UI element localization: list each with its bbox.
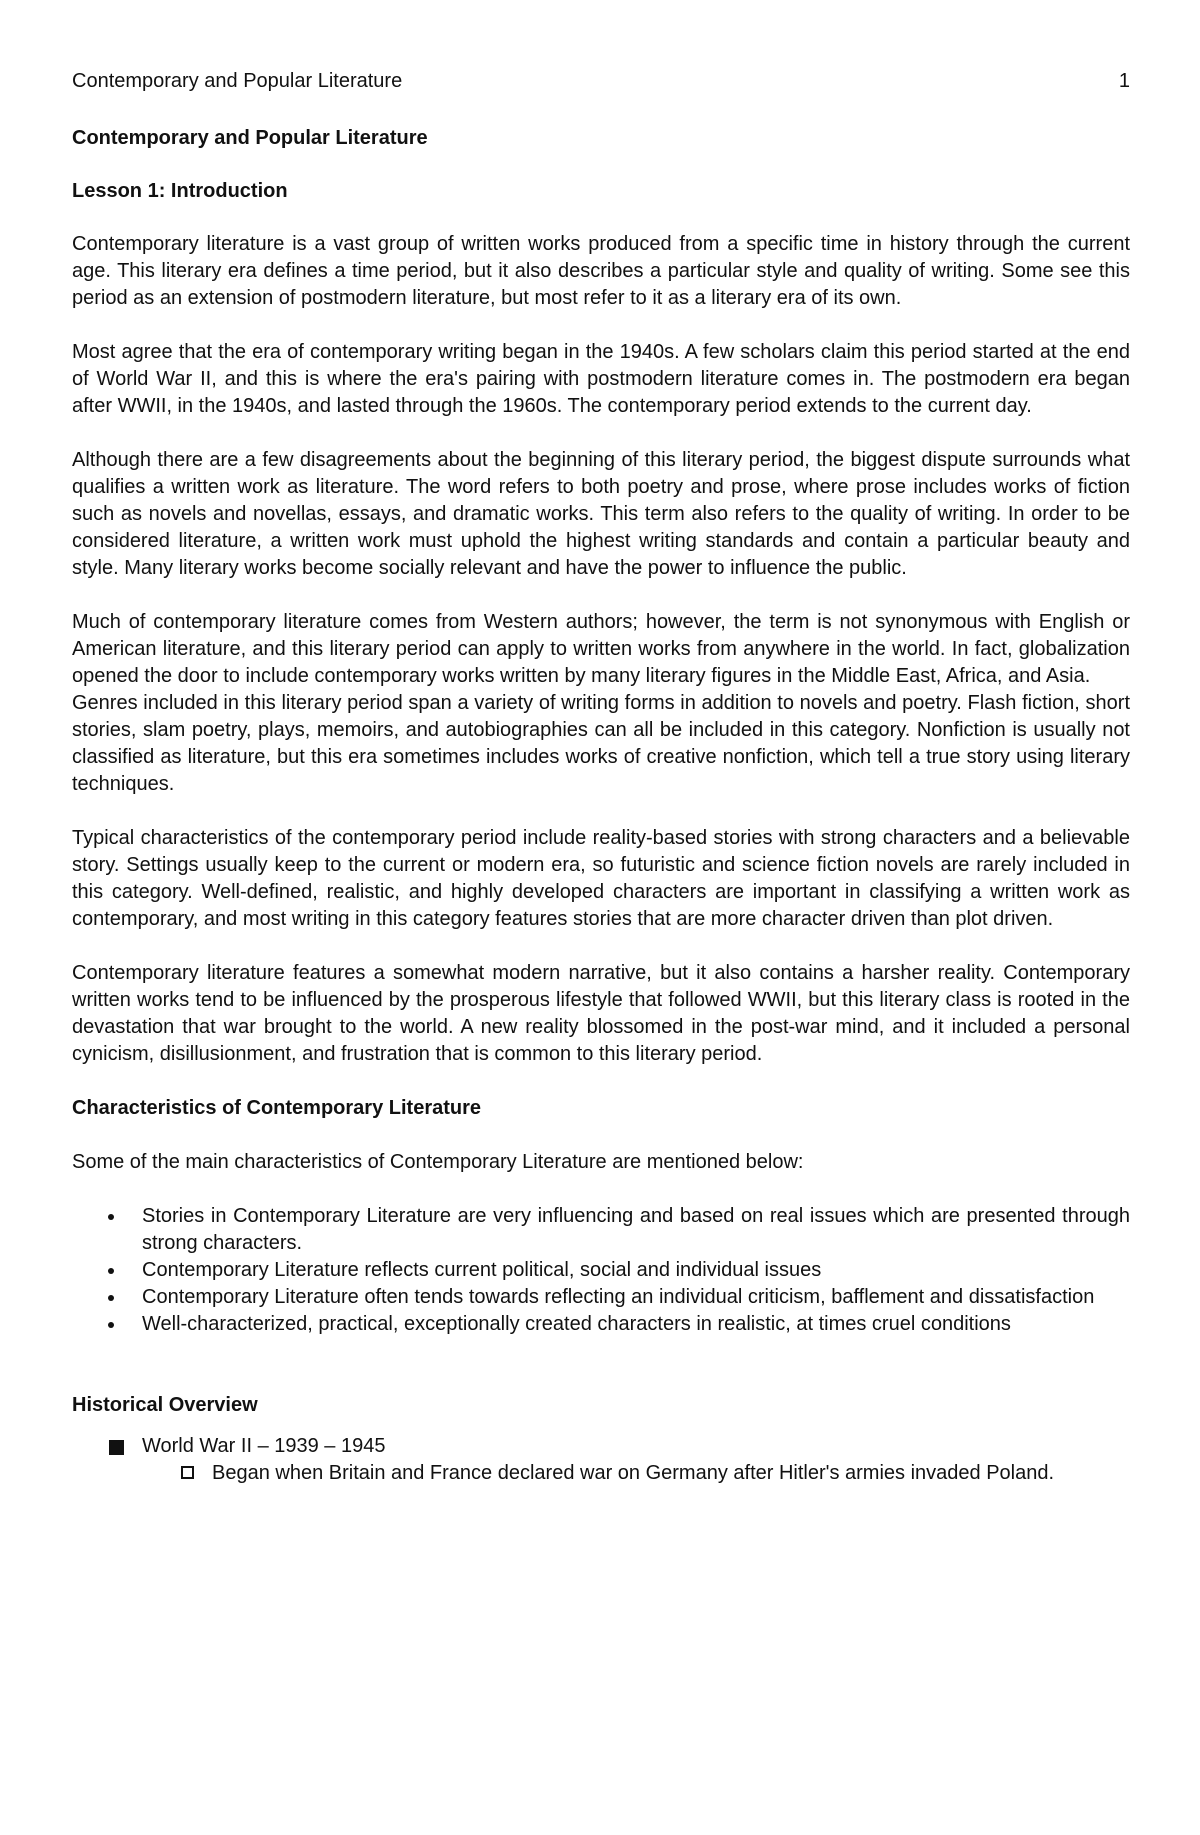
sub-list bbox=[142, 1460, 1130, 1487]
characteristics-intro: Some of the main characteristics of Contemporary Literature are mentioned below: bbox=[72, 1151, 804, 1173]
bullet-icon bbox=[108, 1214, 114, 1220]
list-item bbox=[142, 1257, 1130, 1284]
historical-overview-heading: Historical Overview bbox=[72, 1394, 258, 1416]
bullet-icon bbox=[108, 1268, 114, 1274]
list-item bbox=[142, 1284, 1130, 1311]
paragraph-intro: Contemporary literature is a vast group of written works produced from a specific time in history through the current age. This literary era defines a time period, but it also describes a particular style and quality of writing. Some see this period as an extension of postmodern literature, but most refer to it as a literary era of its own. bbox=[72, 233, 1130, 309]
sub-list-item bbox=[212, 1460, 1130, 1487]
historical-overview-list bbox=[72, 1433, 1130, 1487]
paragraph-genres: Genres included in this literary period span a variety of writing forms in addition to novels and poetry. Flash fiction, short stories, slam poetry, plays, memoirs, and autobiographies can all be included in this category. Nonfiction is usually not classified as literature, but this era sometimes includes works of creative nonfiction, which tell a true story using literary techniques. bbox=[72, 692, 1130, 795]
characteristics-heading: Characteristics of Contemporary Literature bbox=[72, 1097, 482, 1119]
list-item-text: World War II – 1939 – 1945 bbox=[142, 1435, 386, 1457]
document-body bbox=[72, 125, 1130, 1487]
page-number: 1 bbox=[1118, 70, 1130, 92]
checkbox-bullet-icon bbox=[181, 1466, 194, 1479]
square-bullet-icon bbox=[109, 1440, 124, 1455]
paragraph-harsher-reality: Contemporary literature features a somewhat modern narrative, but it also contains a harsher reality. Contemporary written works tend to be influenced by the prosperous lifestyle that followed WWII, but this literary class is rooted in the devastation that war brought to the world. A new reality blossomed in the post-war mind, and it included a personal cynicism, disillusionment, and frustration that is common to this literary period. bbox=[72, 962, 1130, 1065]
document-title: Contemporary and Popular Literature bbox=[72, 127, 428, 149]
sub-list-item-text: Began when Britain and France declared war on Germany after Hitler's armies invaded Poland. bbox=[212, 1462, 1055, 1484]
bullet-icon bbox=[108, 1295, 114, 1301]
lesson-title: Lesson 1: Introduction bbox=[72, 180, 288, 202]
list-item bbox=[142, 1311, 1130, 1338]
paragraph-typical-characteristics: Typical characteristics of the contemporary period include reality-based stories with strong characters and a believable story. Settings usually keep to the current or modern era, so futuristic and science fiction novels are rarely included in this category. Well-defined, realistic, and highly developed characters are important in classifying a written work as contemporary, and most writing in this category features stories that are more character driven than plot driven. bbox=[72, 827, 1130, 930]
paragraph-literature-dispute: Although there are a few disagreements about the beginning of this literary period, the biggest dispute surrounds what qualifies a written work as literature. The word refers to both poetry and prose, where prose includes works of fiction such as novels and novellas, essays, and dramatic works. This term also refers to the quality of writing. In order to be considered literature, a written work must uphold the highest writing standards and contain a particular beauty and style. Many literary works become socially relevant and have the power to influence the public. bbox=[72, 449, 1130, 579]
list-item-text: Well-characterized, practical, exceptionally created characters in realistic, at times cruel conditions bbox=[142, 1313, 1011, 1335]
paragraph-western-authors: Much of contemporary literature comes from Western authors; however, the term is not synonymous with English or American literature, and this literary period can apply to written works from anywhere in the world. In fact, globalization opened the door to include contemporary works written by many literary figures in the Middle East, Africa, and Asia. bbox=[72, 611, 1130, 687]
bullet-icon bbox=[108, 1322, 114, 1328]
running-title: Contemporary and Popular Literature bbox=[72, 70, 403, 92]
list-item bbox=[142, 1203, 1130, 1257]
list-item-text: Stories in Contemporary Literature are very influencing and based on real issues which are presented through strong characters. bbox=[142, 1205, 1130, 1254]
list-item-text: Contemporary Literature reflects current political, social and individual issues bbox=[142, 1259, 822, 1281]
paragraph-era-start: Most agree that the era of contemporary writing began in the 1940s. A few scholars claim this period started at the end of World War II, and this is where the era's pairing with postmodern literature comes in. The postmodern era began after WWII, in the 1940s, and lasted through the 1960s. The contemporary period extends to the current day. bbox=[72, 341, 1130, 417]
list-item-text: Contemporary Literature often tends towards reflecting an individual criticism, bafflement and dissatisfaction bbox=[142, 1286, 1095, 1308]
characteristics-list bbox=[72, 1203, 1130, 1338]
list-item bbox=[142, 1433, 1130, 1487]
running-header bbox=[72, 70, 1130, 100]
